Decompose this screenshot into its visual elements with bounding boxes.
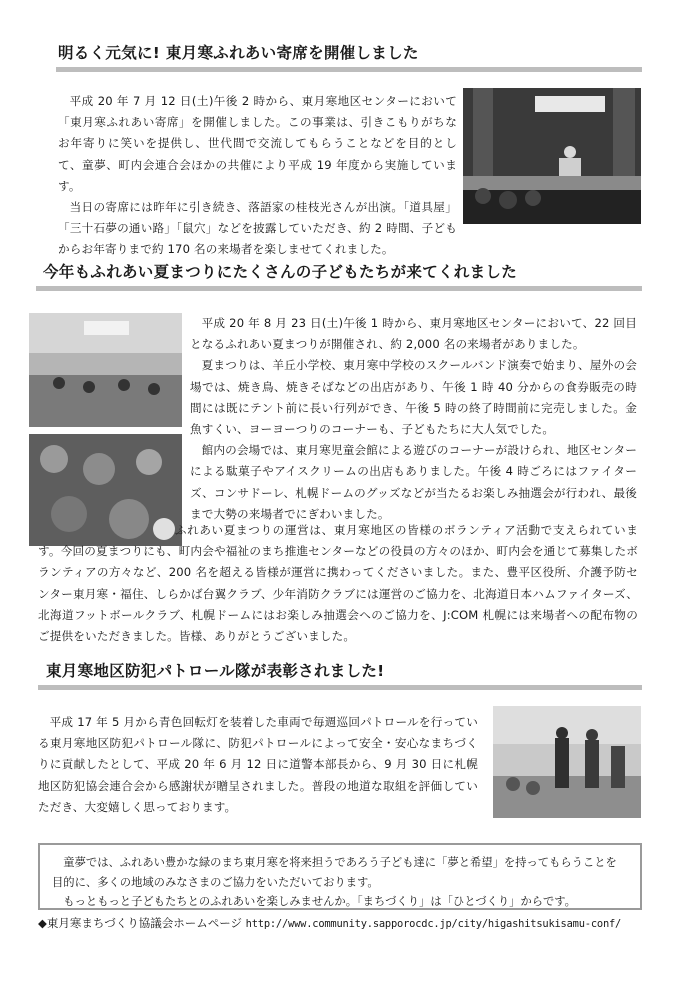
domu-message-box bbox=[38, 843, 642, 910]
section-divider bbox=[38, 685, 642, 690]
section-title-natsumatsuri: 今年もふれあい夏まつりにたくさんの子どもたちが来てくれました bbox=[43, 263, 518, 281]
section-title-yose: 明るく元気に! 東月寒ふれあい寄席を開催しました bbox=[58, 44, 419, 62]
homepage-label: ◆東月寒まちづくり協議会ホームページ bbox=[38, 916, 242, 930]
homepage-footer bbox=[38, 915, 621, 932]
message-line-2: もっともっと子どもたちとのふれあいを楽しみませんか。「まちづくり」は「ひとづくり」からです。 bbox=[63, 895, 576, 908]
yose-paragraph-2: 当日の寄席には昨年に引き続き、落語家の桂枝光さんが出演。「道具屋」「三十石夢の通い路」「鼠穴」などを披露していただき、約 2 時間、子どもからお年寄りまで約 170 名の来場者を楽しませてくれました。 bbox=[58, 200, 457, 257]
natsumatsuri-article-body-upper bbox=[190, 313, 637, 525]
natsumatsuri-paragraph-4: ふれあい夏まつりの運営は、東月寒地区の皆様のボランティア活動で支えられています。今回の夏まつりにも、町内会や福祉のまち推進センターなどの役員の方々のほか、町内会を通じて募集したボランティアの方々など、200 名を超える皆様が運営に携わってくださいました。また、豊平区役所、介護予防センター東月寒・福住、しらかば台翼クラブ、少年消防クラブには運営のご協力を、北海道日本ハムファイターズ、北海道フットボールクラブ、札幌ドームにはお楽しみ抽選会へのご協力を、J:COM 札幌には来場者への配布物のご提供をいただきました。皆様、ありがとうございました。 bbox=[38, 523, 638, 644]
award-ceremony-photo bbox=[493, 706, 641, 818]
band-performance-photo bbox=[29, 313, 182, 427]
homepage-url-link[interactable]: http://www.community.sapporocdc.jp/city/higashitsukisamu-conf/ bbox=[245, 918, 622, 930]
natsumatsuri-paragraph-3: 館内の会場では、東月寒児童会館による遊びのコーナーが設けられ、地区センターによる駄菓子やアイスクリームの出店もありました。午後 4 時ごろにはファイターズ、コンサドーレ、札幌ドームのグッズなどが当たるお楽しみ抽選会が行われ、最後まで大勢の来場者でにぎわいました。 bbox=[190, 443, 637, 521]
natsumatsuri-article-body-lower bbox=[38, 520, 638, 647]
patrol-article-body bbox=[38, 712, 478, 818]
yose-article-body bbox=[58, 91, 457, 261]
section-title-patrol: 東月寒地区防犯パトロール隊が表彰されました! bbox=[46, 662, 385, 680]
section-divider bbox=[36, 286, 642, 291]
yose-stage-photo bbox=[463, 88, 641, 224]
yose-paragraph-1: 平成 20 年 7 月 12 日(土)午後 2 時から、東月寒地区センターにおいて「東月寒ふれあい寄席」を開催しました。この事業は、引きこもりがちなお年寄りに笑いを提供し、世代間で交流してもらうことなどを目的として、童夢、町内会連合会ほかの共催により平成 19 年度から実施しています。 bbox=[58, 94, 457, 193]
patrol-paragraph-1: 平成 17 年 5 月から青色回転灯を装着した車両で毎週巡回パトロールを行っている東月寒地区防犯パトロール隊に、防犯パトロールによって安全・安心なまちづくりに貢献したとして、平成 20 年 6 月 12 日に道警本部長から、9 月 30 日に札幌地区防犯協会連合会から感謝状が贈呈されました。普段の地道な取組を評価していただき、大変嬉しく思っております。 bbox=[38, 715, 478, 814]
natsumatsuri-paragraph-2: 夏まつりは、羊丘小学校、東月寒中学校のスクールバンド演奏で始まり、屋外の会場では、焼き鳥、焼きそばなどの出店があり、午後 1 時 40 分からの食券販売の時間には既にテント前に長い行列ができ、午後 5 時の終了時間前に完売しました。金魚すくい、ヨーヨーつりのコーナーも、子どもたちに大人気でした。 bbox=[190, 358, 637, 437]
natsumatsuri-paragraph-1: 平成 20 年 8 月 23 日(土)午後 1 時から、東月寒地区センターにおいて、22 回目となるふれあい夏まつりが開催され、約 2,000 名の来場者がありました。 bbox=[190, 316, 637, 352]
message-line-1: 童夢では、ふれあい豊かな緑のまち東月寒を将来担うであろう子ども達に「夢と希望」を持ってもらうことを目的に、多くの地域のみなさまのご協力をいただいております。 bbox=[52, 856, 617, 889]
section-divider bbox=[56, 67, 642, 72]
